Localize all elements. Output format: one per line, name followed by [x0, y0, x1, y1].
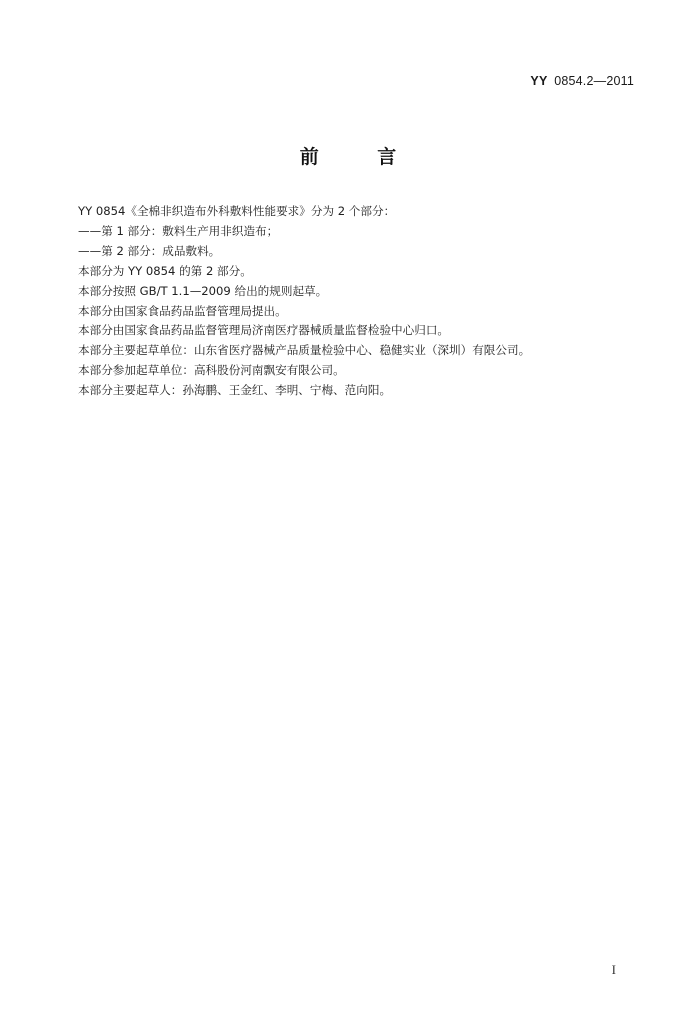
paragraph-line: 本部分为 YY 0854 的第 2 部分。 [78, 263, 252, 278]
foreword-body [78, 202, 638, 401]
paragraph-line: 本部分由国家食品药品监督管理局提出。 [78, 303, 287, 318]
paragraph-line: 本部分主要起草人：孙海鹏、王金红、李明、宁梅、范向阳。 [78, 383, 392, 398]
standard-code [530, 74, 634, 88]
paragraph-line: ——第 2 部分：成品敷料。 [78, 243, 221, 258]
paragraph-line: 本部分主要起草单位：山东省医疗器械产品质量检验中心、稳健实业（深圳）有限公司。 [78, 343, 531, 358]
standard-prefix: YY [530, 74, 548, 88]
paragraph-line: YY 0854《全棉非织造布外科敷料性能要求》分为 2 个部分： [78, 204, 396, 218]
page-number: I [611, 962, 616, 977]
paragraph-line: 本部分由国家食品药品监督管理局济南医疗器械质量监督检验中心归口。 [78, 323, 450, 338]
page-title: 前 言 [299, 146, 423, 168]
paragraph-line: ——第 1 部分：敷料生产用非织造布； [78, 223, 279, 238]
standard-number: 0854.2—2011 [554, 74, 634, 88]
paragraph-line: 本部分参加起草单位：高科股份河南飘安有限公司。 [78, 363, 345, 378]
paragraph-line: 本部分按照 GB/T 1.1—2009 给出的规则起草。 [78, 283, 328, 298]
